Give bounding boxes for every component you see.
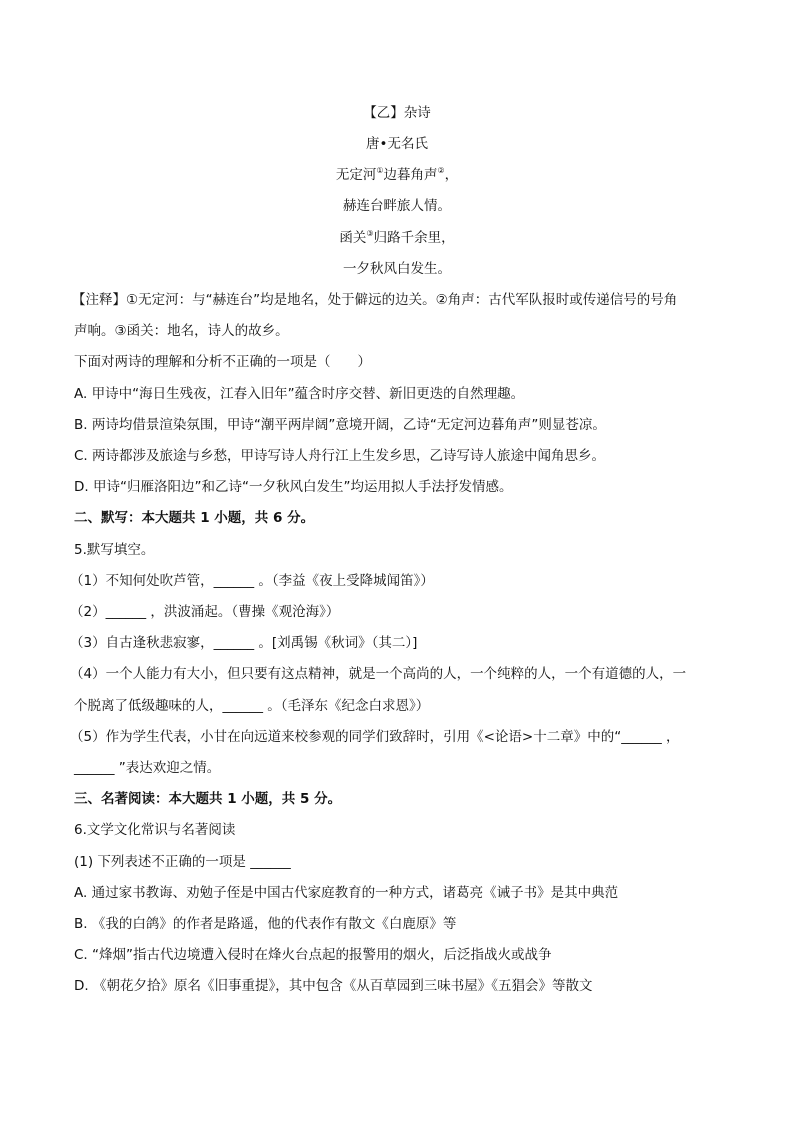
poem-line-4: 一夕秋风白发生。 [343,261,451,277]
poem-line-1-b: 边暮角声 [383,167,438,183]
section-3-heading: 三、名著阅读：本大题共 1 小题，共 5 分。 [74,791,342,807]
q6-option-a: A. 通过家书教诲、劝勉子侄是中国古代家庭教育的一种方式，诸葛亮《诫子书》是其中典范 [74,885,619,901]
footnote-mark-2: ② [437,166,445,175]
q4-option-c: C. 两诗都涉及旅途与乡愁，甲诗写诗人舟行江上生发乡思，乙诗写诗人旅途中闻角思乡。 [74,448,606,464]
q6-sub-1: (1) 下列表述不正确的一项是 ______ [74,854,291,870]
q4-stem: 下面对两诗的理解和分析不正确的一项是（ ） [74,354,371,370]
poem-line-3-a: 函关 [339,230,367,246]
q4-option-a: A. 甲诗中“海日生残夜，江春入旧年”蕴含时序交替、新旧更迭的自然理趣。 [74,386,525,402]
q5-item-4-line-2: 个脱离了低级趣味的人，______ 。（毛泽东《纪念白求恩》） [74,698,430,714]
poem-line-3-b: 归路千余里， [373,230,455,246]
q6-option-c: C. “烽烟”指古代边境遭入侵时在烽火台点起的报警用的烟火，后泛指战火或战争 [74,947,552,963]
q5-item-5-line-1: （5）作为学生代表，小甘在向远道来校参观的同学们致辞时，引用《<论语>十二章》中的“______ ， [70,729,680,745]
q5-item-2: （2）______ ，洪波涌起。（曹操《观沧海》） [70,604,340,620]
footnote-mark-1: ① [376,166,384,175]
poem-line-3 [0,228,794,248]
poem-author: 唐•无名氏 [366,136,428,152]
notes-line-2: 声响。③函关：地名，诗人的故乡。 [74,323,289,339]
notes-line-1: 【注释】①无定河：与“赫连台”均是地名，处于僻远的边关。②角声：古代军队报时或传递信号的号角 [72,292,678,308]
q6-option-d: D. 《朝花夕拾》原名《旧事重提》，其中包含《从百草园到三味书屋》《五猖会》等散文 [74,978,593,994]
q6-stem: 6.文学文化常识与名著阅读 [74,822,236,838]
section-2-heading: 二、默写：本大题共 1 小题，共 6 分。 [74,510,315,526]
q5-stem: 5.默写填空。 [74,542,155,558]
poem-title: 【乙】杂诗 [363,105,431,121]
footnote-mark-3: ③ [366,229,374,238]
poem-line-2: 赫连台畔旅人情。 [343,198,451,214]
q6-option-b: B. 《我的白鸽》的作者是路遥，他的代表作有散文《白鹿原》等 [74,916,457,932]
q5-item-4-line-1: （4）一个人能力有大小，但只要有这点精神，就是一个高尚的人，一个纯粹的人，一个有道德的人，一 [70,666,687,682]
q5-item-3: （3）自古逢秋悲寂寥，______ 。[刘禹锡《秋词》（其二）] [70,635,418,651]
poem-line-1 [0,165,794,185]
poem-line-1-a: 无定河 [335,167,377,183]
q5-item-1: （1）不知何处吹芦管，______ 。（李益《夜上受降城闻笛》） [70,573,434,589]
q4-option-d: D. 甲诗“归雁洛阳边”和乙诗“一夕秋风白发生”均运用拟人手法抒发情感。 [74,479,513,495]
q4-option-b: B. 两诗均借景渲染氛围，甲诗“潮平两岸阔”意境开阔，乙诗“无定河边暮角声”则显苍凉。 [74,417,606,433]
q5-item-5-line-2: ______ ”表达欢迎之情。 [74,760,221,776]
poem-line-1-c: ， [444,167,459,183]
